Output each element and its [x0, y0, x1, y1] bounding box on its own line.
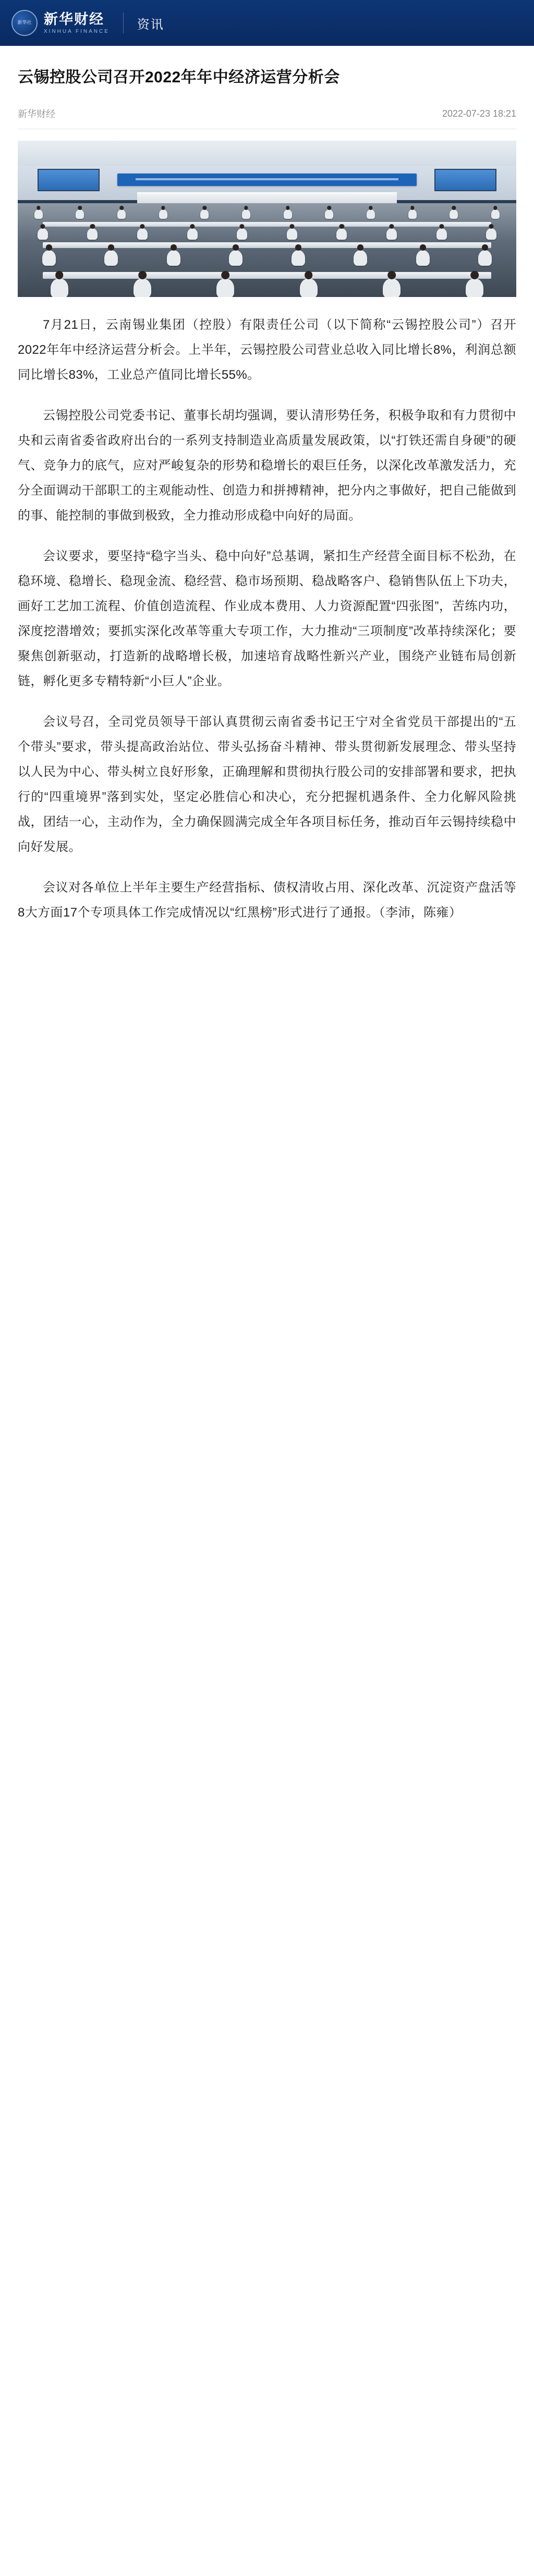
conference-photo — [18, 141, 516, 297]
photo-attendee — [386, 228, 397, 240]
photo-attendee — [42, 250, 56, 266]
article-paragraph: 会议号召，全司党员领导干部认真贯彻云南省委书记王宁对全省党员干部提出的“五个带头”要求，带头提高政治站位、带头弘扬奋斗精神、带头贯彻新发展理念、带头坚持以人民为中心、带头树立良好形象，正确理解和贯彻执行股公司的安排部署和要求，把执行的“四重境界”落到实处，坚定必胜信心和决心，充分把握机遇条件、全力化解风险挑战，团结一心，主动作为，全力确保圆满完成全年各项目标任务，推动百年云锡持续稳中向好发展。 — [18, 715, 516, 854]
photo-attendee-row — [18, 209, 516, 219]
article-paragraph: 云锡控股公司党委书记、董事长胡均强调，要认清形势任务，积极争取和有力贯彻中央和云南省委省政府出台的一系列支持制造业高质量发展政策，以“打铁还需自身硬”的硬气、竞争力的底气，应对严峻复杂的形势和稳增长的艰巨任务，以深化改革激发活力，充分全面调动干部职工的主观能动性、创造力和拼搏精神，把分内之事做好，把自己能做到的事、能控制的事做到极致，全力推动形成稳中向好的局面。 — [18, 408, 516, 523]
logo-title-cn: 新华财经 — [44, 11, 104, 27]
photo-attendee — [336, 228, 347, 240]
photo-attendee — [436, 228, 447, 240]
photo-attendee-row — [18, 228, 516, 240]
photo-attendee — [51, 278, 68, 297]
photo-desk — [43, 222, 491, 227]
photo-attendee — [408, 209, 417, 219]
photo-screen-right — [434, 169, 496, 191]
logo-title-en: XINHUA FINANCE — [44, 29, 110, 35]
photo-attendee — [38, 228, 48, 240]
photo-attendee-row — [18, 250, 516, 266]
photo-attendee — [292, 250, 305, 266]
photo-attendee — [216, 278, 234, 297]
photo-attendee — [167, 250, 180, 266]
photo-attendee — [237, 228, 247, 240]
photo-attendee — [229, 250, 242, 266]
photo-attendee — [450, 209, 458, 219]
photo-attendee — [478, 250, 492, 266]
article-container — [0, 66, 534, 972]
photo-attendee — [117, 209, 126, 219]
photo-attendee — [104, 250, 118, 266]
photo-attendee — [87, 228, 98, 240]
article-meta — [18, 107, 516, 129]
photo-attendee — [416, 250, 430, 266]
article-body — [18, 313, 516, 972]
photo-attendee — [486, 228, 496, 240]
photo-attendee — [287, 228, 297, 240]
photo-attendee — [325, 209, 333, 219]
photo-attendee — [159, 209, 167, 219]
logo-mark-text: 新华社 — [17, 20, 32, 26]
xinhua-seal-icon — [11, 10, 38, 36]
article-paragraph: 会议对各单位上半年主要生产经营指标、债权清收占用、深化改革、沉淀资产盘活等8大方面17个专项具体工作完成情况以“红黑榜”形式进行了通报。（李沛，陈雍） — [18, 881, 516, 920]
photo-attendee — [187, 228, 198, 240]
photo-attendee — [76, 209, 84, 219]
page-title: 云锡控股公司召开2022年年中经济运营分析会 — [18, 69, 340, 86]
photo-head-table — [137, 192, 396, 204]
article-figure — [18, 141, 516, 297]
photo-attendee — [491, 209, 500, 219]
logo-wordmark — [44, 11, 110, 34]
header-section-label[interactable]: 资讯 — [137, 17, 164, 32]
site-logo[interactable] — [11, 10, 110, 36]
photo-attendee — [300, 278, 318, 297]
article-paragraph: 会议要求，要坚持“稳字当头、稳中向好”总基调，紧扣生产经营全面目标不松劲，在稳环境、稳增长、稳现金流、稳经营、稳市场预期、稳战略客户、稳销售队伍上下功夫，画好工艺加工流程、价值创造流程、作业成本费用、人力资源配置“四张图”，苦练内功，深度挖潜增效；要抓实深化改革等重大专项工作，大力推动“三项制度”改革持续深化；要聚焦创新驱动，打造新的战略增长极，加速培育战略性新兴产业，围绕产业链布局创新链，孵化更多专精特新“小巨人”企业。 — [18, 549, 516, 688]
photo-attendee — [242, 209, 250, 219]
photo-attendee-row — [18, 278, 516, 297]
article-date: 2022-07-23 18:21 — [442, 108, 516, 119]
photo-stage-banner — [117, 174, 417, 186]
photo-attendee — [367, 209, 375, 219]
article-source: 新华财经 — [18, 109, 55, 119]
photo-attendee — [200, 209, 209, 219]
photo-attendee — [284, 209, 292, 219]
photo-attendee — [34, 209, 43, 219]
photo-attendee — [354, 250, 367, 266]
article-paragraph: 7月21日，云南锡业集团（控股）有限责任公司（以下简称“云锡控股公司”）召开2022年年中经济运营分析会。上半年，云锡控股公司营业总收入同比增长8%，利润总额同比增长83%，工业总产值同比增长55%。 — [18, 318, 516, 382]
site-header — [0, 0, 534, 46]
photo-attendee — [466, 278, 483, 297]
photo-attendee — [137, 228, 148, 240]
photo-attendee — [134, 278, 151, 297]
photo-screen-left — [38, 169, 100, 191]
photo-attendee — [383, 278, 400, 297]
header-divider — [123, 13, 124, 33]
